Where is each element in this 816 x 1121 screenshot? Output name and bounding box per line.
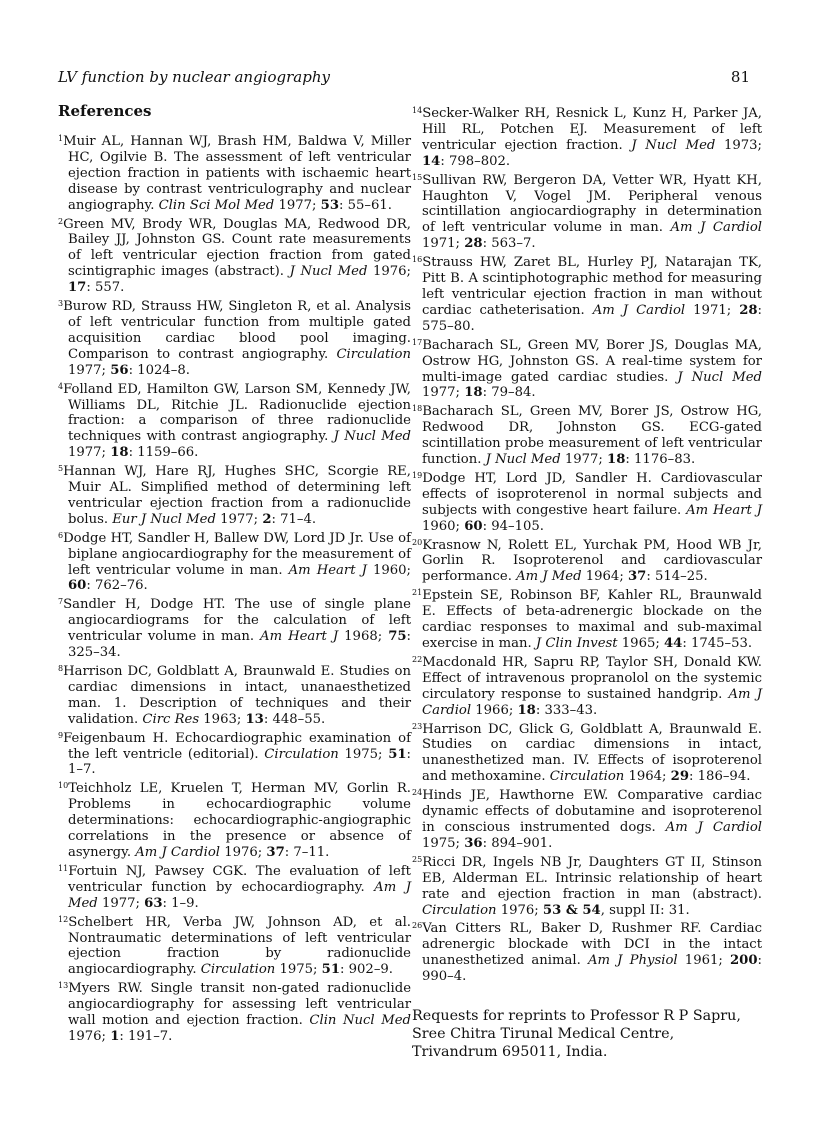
journal-name: J Nucl Med [485, 452, 561, 468]
volume-number: 13 [245, 711, 264, 727]
page-range: : 563–7. [482, 236, 536, 252]
journal-name: Circulation [200, 962, 276, 978]
page-range: : 894–901. [482, 835, 553, 851]
volume-number: 53 [320, 197, 339, 213]
reference-item [412, 255, 762, 335]
reference-text: Sandler H, Dodge HT. The use of single plane angiocardiograms for the calculation of left ventricular volume in man. [63, 597, 411, 645]
reference-item [58, 217, 411, 297]
journal-name: Am J Cardiol [665, 819, 762, 835]
reference-item [412, 921, 762, 985]
reference-item [58, 299, 411, 379]
volume-number: 28 [464, 236, 483, 252]
reference-number: 14 [412, 106, 423, 115]
reference-text: Harrison DC, Glick G, Goldblatt A, Braunwald E. Studies on cardiac dimensions in intact, unanesthetized man. IV. Effects of isoproterenol and methoxamine. [422, 721, 762, 785]
page-range: : 448–55. [263, 711, 326, 727]
volume-number: 18 [607, 452, 626, 468]
reference-year: 1977; [422, 385, 465, 401]
reference-item [412, 538, 762, 586]
reference-item [58, 531, 411, 595]
reference-text: Van Citters RL, Baker D, Rushmer RF. Cardiac adrenergic blockade with DCI in the intact unanesthetized animal. [422, 921, 762, 969]
reference-number: 13 [58, 981, 69, 991]
volume-number: 36 [464, 835, 483, 851]
page-number: 81 [730, 68, 750, 86]
page-range: : 1–7. [68, 746, 411, 778]
reference-text: Hannan WJ, Hare RJ, Hughes SHC, Scorgie RE, Muir AL. Simplified method of determining left ventricular ejection fraction from a radionuclide bolus. [63, 464, 411, 527]
reference-number: 10 [58, 781, 69, 791]
reference-year: 1968; [338, 629, 389, 645]
reference-year: 1960; [366, 562, 411, 578]
volume-number: 200 [730, 953, 758, 969]
volume-number: 51 [388, 746, 407, 762]
journal-name: Am Heart J [288, 562, 367, 578]
reference-year: 1965; [617, 636, 664, 651]
reference-item [58, 864, 411, 912]
page-range: : 1176–83. [625, 452, 696, 468]
page-range: : 1024–8. [128, 362, 190, 378]
reference-year: 1971; [685, 302, 740, 318]
reference-item [412, 471, 762, 535]
journal-name: Am J Med [516, 569, 582, 585]
journal-name: Eur J Nucl Med [112, 511, 216, 527]
volume-number: 18 [110, 445, 129, 461]
reference-text: Ricci DR, Ingels NB Jr, Daughters GT II, Stinson EB, Alderman EL. Intrinsic relationship of heart rate and ejection fraction in man (abstract). [422, 854, 762, 902]
journal-name: Am J Cardiol [670, 220, 762, 236]
reference-text: Hinds JE, Hawthorne EW. Comparative cardiac dynamic effects of dobutamine and isoproterenol in conscious instrumented dogs. [422, 788, 762, 835]
reference-number: 12 [58, 914, 69, 924]
page-range: : 990–4. [422, 953, 762, 985]
reference-number: 21 [412, 588, 423, 598]
reference-text: Burow RD, Strauss HW, Singleton R, et al. Analysis of left ventricular function from multiple gated acquisition cardiac blood pool imaging. Comparison to contrast angiography. [63, 299, 411, 362]
reference-item [58, 731, 411, 779]
reference-text: Strauss HW, Zaret BL, Hurley PJ, Natarajan TK, Pitt B. A scintiphotographic method for measuring left ventricular ejection fraction in man without cardiac catheterisation. [422, 255, 762, 318]
reference-item [58, 915, 411, 979]
reference-number: 1 [58, 134, 64, 143]
reference-item [412, 855, 762, 919]
reference-text: Myers RW. Single transit non-gated radionuclide angiocardiography for assessing left ventricular wall motion and ejection fraction. [68, 981, 411, 1029]
reference-item [58, 781, 411, 861]
journal-name: Circulation [336, 346, 411, 362]
reference-year: 1975; [275, 962, 322, 978]
reference-text: Epstein SE, Robinson BF, Kahler RL, Braunwald E. Effects of beta-adrenergic blockade on the cardiac responses to maximal and sub-maximal exercise in man. [422, 588, 762, 651]
reference-year: 1960; [422, 518, 465, 534]
volume-number: 18 [464, 385, 483, 401]
page-range: : 902–9. [340, 962, 393, 978]
reference-item [412, 788, 762, 852]
reference-number: 3 [58, 299, 64, 309]
journal-name: Am J Cardiol [135, 844, 220, 860]
reference-number: 15 [412, 172, 423, 182]
journal-name: J Nucl Med [333, 429, 411, 445]
reference-year: 1964; [624, 769, 671, 785]
reference-year: 1977; [560, 452, 608, 468]
reference-year: 1964; [581, 569, 628, 585]
volume-number: 60 [68, 578, 87, 594]
reference-year: 1971; [422, 236, 465, 252]
reference-year: 1976; [220, 844, 267, 860]
volume-number: 51 [321, 962, 341, 978]
reference-year: 1976; [68, 1028, 111, 1044]
page-range: : 557. [86, 280, 125, 296]
page-range: : 514–25. [646, 569, 708, 585]
reference-number: 24 [412, 788, 423, 798]
page-range: : 94–105. [482, 518, 544, 534]
reference-number: 22 [412, 654, 423, 664]
journal-name: Clin Nucl Med [309, 1013, 411, 1029]
reference-number: 5 [58, 464, 64, 474]
reference-text: Dodge HT, Sandler H, Ballew DW, Lord JD Jr. Use of biplane angiocardiography for the measurement of left ventricular volume in man. [63, 530, 411, 578]
reference-text: Harrison DC, Goldblatt A, Braunwald E. Studies on cardiac dimensions in intact, unanaesthetized man. 1. Description of techniques and their validation. [63, 664, 411, 727]
journal-name: J Nucl Med [677, 369, 762, 385]
left-column [58, 100, 411, 1048]
reference-text: Fortuin NJ, Pawsey CGK. The evaluation of left ventricular function by echocardiography. [68, 863, 411, 895]
volume-number: 63 [144, 895, 163, 911]
reference-text: Teichholz LE, Kruelen T, Herman MV, Gorlin R. Problems in echocardiographic volume determinations: echocardiographic-angiographic correlations in the presence or absence of asynergy. [68, 781, 411, 860]
journal-name: Am Heart J [686, 502, 762, 518]
reference-year: 1975; [338, 746, 389, 762]
reference-year: 1977; [68, 362, 111, 378]
reference-text: Green MV, Brody WR, Douglas MA, Redwood DR, Bailey JJ, Johnston GS. Count rate measurements of left ventricular ejection fraction from gated scintigraphic images (abstract). [63, 216, 411, 280]
references-heading: References [58, 102, 152, 120]
page-range: : 186–94. [689, 769, 751, 785]
reference-number: 9 [58, 730, 64, 740]
reference-item [412, 404, 762, 468]
journal-name: J Clin Invest [535, 636, 618, 651]
reference-text: Secker-Walker RH, Resnick L, Kunz H, Parker JA, Hill RL, Potchen EJ. Measurement of left ventricular ejection fraction. [422, 106, 762, 153]
volume-number: 37 [266, 844, 285, 860]
page-range: : 1–9. [162, 895, 199, 911]
reference-number: 25 [412, 854, 423, 864]
journal-name: Am Heart J [260, 629, 339, 645]
volume-number: 18 [517, 702, 536, 718]
volume-number: 1 [110, 1028, 120, 1044]
page-range: : 575–80. [422, 302, 762, 334]
reference-year: 1976; [367, 264, 411, 280]
reference-number: 17 [412, 337, 423, 347]
reference-item [58, 597, 411, 661]
reference-year: 1977; [274, 197, 321, 213]
reference-item [58, 382, 411, 462]
volume-number: 75 [388, 629, 407, 645]
journal-name: Am J Cardiol [422, 686, 762, 718]
reference-item [58, 664, 411, 728]
reference-year: 1961; [677, 953, 730, 969]
reference-year: 1977; [68, 445, 111, 461]
reference-item [412, 338, 762, 402]
page-range: : 762–76. [86, 578, 148, 594]
reference-text: Feigenbaum H. Echocardiographic examination of the left ventricle (editorial). [63, 730, 411, 762]
journal-name: J Nucl Med [289, 264, 368, 280]
page-range: : 191–7. [119, 1028, 173, 1044]
reference-item [412, 173, 762, 253]
volume-number: 60 [464, 518, 483, 534]
volume-number: 44 [663, 636, 683, 651]
reference-year: 1975; [422, 835, 465, 851]
reference-year: 1976; [496, 902, 543, 918]
page-range: : 79–84. [482, 385, 536, 401]
reference-year: 1973; [715, 137, 762, 153]
volume-number: 56 [110, 362, 129, 378]
reference-item [58, 981, 411, 1045]
reference-number: 6 [58, 530, 64, 540]
reference-year: 1977; [215, 511, 263, 527]
reference-list-left [58, 134, 411, 1045]
journal-name: Circ Res [142, 711, 200, 727]
reference-number: 2 [58, 216, 64, 226]
journal-name: Circulation [549, 769, 625, 785]
reference-number: 26 [412, 921, 423, 931]
reference-number: 18 [412, 404, 423, 414]
reference-text: Folland ED, Hamilton GW, Larson SM, Kennedy JW, Williams DL, Ritchie JL. Radionuclide ejection fraction: a comparison of three radionuclide techniques with contrast angiography. [63, 381, 411, 445]
reference-number: 20 [412, 537, 423, 547]
volume-number: 37 [627, 569, 647, 585]
page-range: , suppl II: 31. [600, 902, 690, 918]
running-title: LV function by nuclear angiography [58, 68, 330, 86]
reference-text: Krasnow N, Rolett EL, Yurchak PM, Hood WB Jr, Gorlin R. Isoproterenol and cardiovascular performance. [422, 537, 762, 585]
reference-year: 1963; [199, 711, 246, 727]
reference-number: 4 [58, 381, 64, 391]
journal-name: Am J Physiol [587, 953, 678, 969]
journal-name: Circulation [422, 902, 497, 918]
page-range: : 55–61. [339, 197, 392, 213]
journal-name: Am J Med [68, 879, 411, 911]
reference-number: 7 [58, 597, 64, 607]
volume-number: 28 [739, 302, 758, 318]
volume-number: 14 [422, 153, 441, 169]
reference-number: 16 [412, 255, 423, 265]
reference-year: 1977; [97, 895, 145, 911]
volume-number: 2 [262, 511, 272, 527]
reference-item [412, 588, 762, 652]
reference-item [412, 655, 762, 719]
reference-number: 19 [412, 470, 423, 480]
journal-name: Circulation [264, 746, 339, 762]
reference-number: 11 [58, 863, 69, 873]
reference-text: Schelbert HR, Verba JW, Johnson AD, et al. Nontraumatic determinations of left ventricular ejection fraction by radionuclide angiocardiography. [68, 914, 411, 978]
page-range: : 333–43. [535, 702, 598, 718]
page-range: : 71–4. [271, 511, 317, 527]
reference-text: Bacharach SL, Green MV, Borer JS, Ostrow HG, Redwood DR, Johnston GS. ECG-gated scintillation probe measurement of left ventricular function. [422, 404, 762, 468]
reference-text: Muir AL, Hannan WJ, Brash HM, Baldwa V, Miller HC, Ogilvie B. The assessment of left ventricular ejection fraction in patients with ischaemic heart disease by contrast ventriculography and nuclear angiography. [63, 134, 411, 213]
reference-text: Bacharach SL, Green MV, Borer JS, Douglas MA, Ostrow HG, Johnston GS. A real-time system for multi-image gated cardiac studies. [422, 337, 762, 385]
journal-name: Am J Cardiol [592, 302, 686, 318]
page-range: : 1745–53. [682, 636, 753, 651]
page-range: : 325–34. [68, 629, 411, 661]
reference-number: 23 [412, 721, 423, 731]
journal-name: J Nucl Med [631, 137, 716, 153]
journal-name: Clin Sci Mol Med [158, 197, 275, 213]
reference-number: 8 [58, 664, 64, 673]
reference-text: Dodge HT, Lord JD, Sandler H. Cardiovascular effects of isoproterenol in normal subjects and subjects with congestive heart failure. [422, 470, 762, 518]
right-column [412, 106, 762, 1061]
page-range: : 1159–66. [128, 445, 199, 461]
volume-number: 29 [670, 769, 690, 785]
reference-list-right [412, 106, 762, 985]
reference-text: Sullivan RW, Bergeron DA, Vetter WR, Hyatt KH, Haughton V, Vogel JM. Peripheral venous scintillation angiocardiography in determination of left ventricular volume in man. [422, 172, 762, 236]
reference-item [412, 722, 762, 786]
volume-number: 17 [68, 280, 87, 296]
volume-number: 53 & 54 [542, 902, 601, 918]
reprint-request: Requests for reprints to Professor R P Sapru, Sree Chitra Tirunal Medical Centre, Trivandrum 695011, India. [412, 1008, 741, 1061]
reference-item [412, 106, 762, 170]
reference-year: 1966; [471, 702, 518, 718]
reference-item [58, 464, 411, 528]
reference-text: Macdonald HR, Sapru RP, Taylor SH, Donald KW. Effect of intravenous propranolol on the systemic circulatory response to sustained handgrip. [422, 654, 762, 702]
page-range: : 7–11. [284, 844, 330, 860]
reference-item [58, 134, 411, 214]
page-range: : 798–802. [440, 153, 511, 169]
